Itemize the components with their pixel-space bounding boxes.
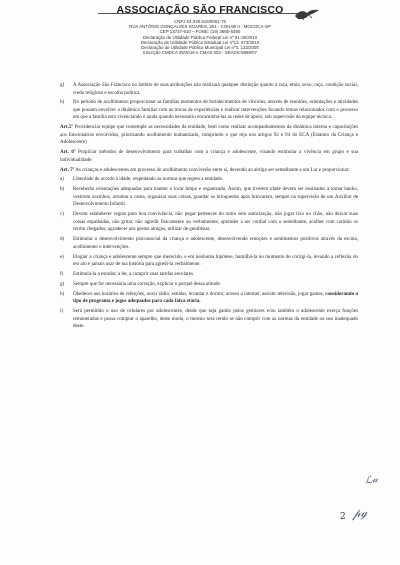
article-text: Propiciar métodos de desenvolvimento para trabalhar com a criança e adolescente, visando estimular a vivência em grupo e sua individualidade: (60, 149, 358, 163)
header-line-cep-phone: CEP 13737-610 – FONE: (19) 3665-6490 (159, 29, 241, 35)
item-text: Será permitido o uso de celulares por adolescentes, desde que seja ganho pelos genitores e/ou também o adolescente exerça funções remuneradas e possa comprar o aparelho, deste modo, o mesmo será retido se não cumprir com as normas da entidade ou uso inadequado deste. (73, 308, 358, 330)
item-marker: e) (60, 253, 64, 260)
article-number: Art.5º (60, 124, 74, 131)
item-text: A Associação São Francisco no âmbito de suas atribuições não realizará qualquer distinção quanto à raça, etnia, sexo, raça, condição social, credo religioso e escolha política. (73, 82, 358, 96)
article-6 (60, 149, 358, 164)
article-number: Art. 6º (60, 149, 76, 156)
item-text: Estimular o desenvolvimento psicossocial da criança e adolescente, desenvolvendo emoções e sentimentos positivos através da escuta, acolhimento e intervenções. (73, 236, 358, 250)
document-body (60, 82, 358, 333)
header-line-address: RUA ANTÔNIO GONÇALVES SOARES, 201 - COHAB II - MOCOCA-SP (129, 24, 271, 30)
article-5 (60, 124, 358, 147)
article-7 (60, 167, 358, 175)
article-text: Providenciar equipe que contemple as necessidades da entidade, bem como realizar acompanhamentos da dinâmica interna e capacitações aos funcionários envolvidos, priorizando acolhimento humanizado, cumprindo o que reja nos artigos 92 e 94 do ECA (Estatuto da Criança e Adolescente) (60, 124, 358, 146)
item-text: Devem estabelecer regras para boa convivência, não pegar pertences do outro sem autorização, não jogar lixo no chão, não deixar suas coisas espalhadas, não gritar, não agredir fisicamente ou verbalmente, aprender a ser cordial com o semelhante, acolher com carinho os recém chegados, agradecer aos gestos amigos, utilizar de gentilezas. (73, 211, 358, 233)
list-item-c (60, 211, 358, 234)
letterhead (0, 4, 400, 55)
list-item-i (60, 308, 358, 331)
item-marker: g) (60, 82, 65, 88)
item-marker: i) (60, 308, 64, 315)
item-marker: b) (60, 186, 65, 193)
item-marker: c) (60, 211, 64, 218)
item-text: Receberão orientações adequadas para manter o local limpo e organizado. Assim, que tiverem idade devem ser ensinados a tomar banho, vestirem sozinhos, arrumar a cama, organizar suas coisas, guardar os brinquedos após brincarem, sempre na supervisão de um Auxiliar de Desenvolvimento Infantil. (73, 186, 358, 208)
list-item-e (60, 254, 358, 269)
item-text-emphasis: considerando o tipo de programa e jogos adequados para cada faixa etária. (73, 290, 358, 305)
list-item-b (60, 186, 358, 209)
item-marker: h) (60, 99, 65, 106)
item-text: Elogiar a criança e adolescente sempre que merecido, e em nenhuma hipótese, humilhá-la no momento de corrigi-la, levando a reflexão do teu ato e jamais usar de tua história para agredi-la verbalmente. (73, 253, 358, 268)
item-marker: f) (60, 270, 64, 277)
list-item-h2 (60, 291, 358, 306)
item-marker: d) (60, 236, 65, 243)
header-line-state: Declaração de Utilidade Pública Estadual Lei nº13. 973/2010 (140, 39, 260, 45)
header-line-municipal: Declaração de Utilidade Pública Municipal Lei nº3. 133/2000 (141, 45, 259, 51)
article-text: As crianças e adolescentes em processo de acolhimento conviverão entre si, devendo ao abrigo ser semelhante a um Lar e proporcionar: (74, 166, 350, 173)
item-text: Liberdade de acordo à idade, respeitando as normas que regem a entidade. (73, 176, 224, 183)
header-line-federal: Declaração de Utilidade Pública Federal Lei nº 91-35/2010 (142, 34, 258, 40)
list-item-d (60, 236, 358, 251)
item-marker: g) (60, 280, 65, 287)
handwritten-signature: 𝓅ℊ (351, 505, 368, 521)
item-text: No período de acolhimento proporcionar as famílias momentos de fortalecimentos de vínculos, através de reuniões, orientações e atividades que possam envolver a dinâmica familiar com as trocas de experiências e realizar intervenções focando temas relacionados com o processo em que a família está vivenciando e ainda quando necessário encaminhá-las as redes de apoio, sob supervisão da equipe técnica. (73, 99, 358, 121)
list-item-f (60, 271, 358, 279)
item-text: Obedecer aos horários de refeições, ouvir rádio, estudar, levantar e dormir, acesso a internet, assistir televisão, jogar games, (73, 290, 326, 297)
list-item-a (60, 176, 358, 184)
handwritten-page-number: 2 (340, 512, 346, 522)
item-marker: h) (60, 290, 65, 297)
item-text: Sempre que for necessária uma correção, explicar o porquê dessa atitude. (73, 280, 221, 287)
list-item-h (60, 99, 358, 122)
item-marker: a) (60, 176, 64, 183)
handwritten-initials: ℒ𝓊 (364, 474, 379, 487)
header-line-cnpj: CNPJ 04.029.515/0001-75 (174, 19, 226, 24)
list-item-g (60, 82, 358, 97)
organization-name: ASSOCIAÇÃO SÃO FRANCISCO (116, 4, 284, 16)
item-text: Estimulá-la a estudar, a ler, a cumprir suas tarefas escolares. (73, 270, 195, 277)
article-number: Art. 7º (60, 166, 75, 173)
list-item-g2 (60, 281, 358, 289)
header-line-registration: Inscrição CMDCA 05/2018 e CMAS 003 - SEADS-5998/07 (143, 50, 257, 56)
